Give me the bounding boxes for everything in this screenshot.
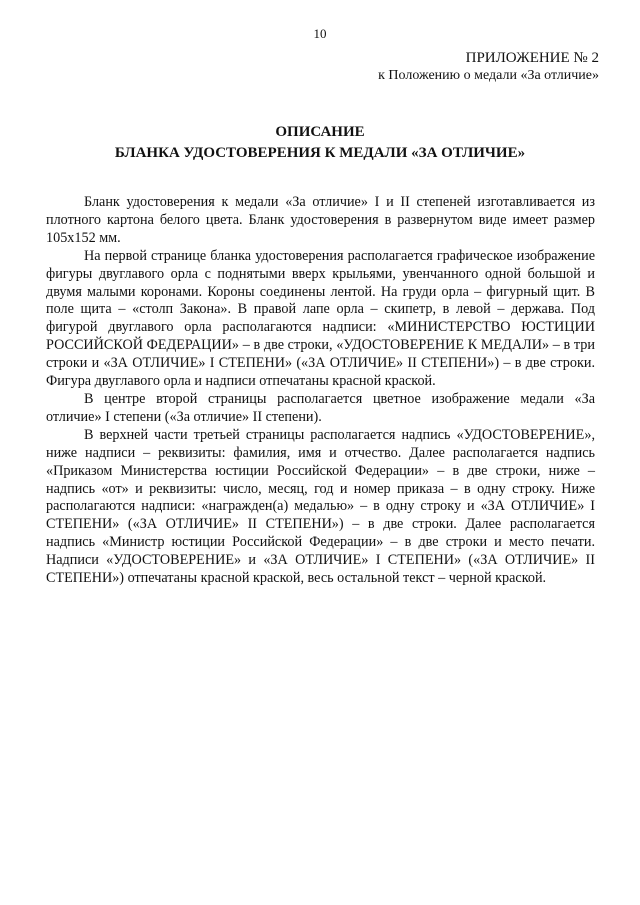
heading-line-1: ОПИСАНИЕ bbox=[275, 124, 365, 140]
appendix-title: ПРИЛОЖЕНИЕ № 2 bbox=[465, 50, 599, 66]
paragraph-1: Бланк удостоверения к медали «За отличие» I и II степеней изготавливается из плотного картона белого цвета. Бланк удостоверения в развернутом виде имеет размер 105х152 мм. bbox=[46, 194, 595, 246]
appendix-subtitle: к Положению о медали «За отличие» bbox=[378, 68, 599, 83]
paragraph-4: В верхней части третьей страницы располагается надпись «УДОСТОВЕРЕНИЕ», ниже надписи – реквизиты: фамилия, имя и отчество. Далее располагается надпись «Приказом Министерства юстиции Российской Федерации» – в две строки, ниже – надпись «от» и реквизиты: число, месяц, год и номер приказа – в одну строку. Ниже располагаются надписи: «награжден(а) медалью» – в одну строку и «ЗА ОТЛИЧИЕ» I СТЕПЕНИ» («ЗА ОТЛИЧИЕ» II СТЕПЕНИ») – в две строки. Далее располагается надпись «Министр юстиции Российской Федерации» – в две строки и место печати. Надписи «УДОСТОВЕРЕНИЕ» и «ЗА ОТЛИЧИЕ» I СТЕПЕНИ» («ЗА ОТЛИЧИЕ» II СТЕПЕНИ») отпечатаны красной краской, весь остальной текст – черной краской. bbox=[46, 426, 595, 587]
paragraph-2: На первой странице бланка удостоверения располагается графическое изображение фигуры двуглавого орла с поднятыми вверх крыльями, увенчанного одной большой и двумя малыми коронами. Короны соединены лентой. На груди орла – фигурный щит. В поле щита – «столп Закона». В правой лапе орла – скипетр, в левой – держава. Под фигурой двуглавого орла располагаются надписи: «МИНИСТЕРСТВО ЮСТИЦИИ РОССИЙСКОЙ ФЕДЕРАЦИИ» – в две строки, «УДОСТОВЕРЕНИЕ К МЕДАЛИ» – в три строки и «ЗА ОТЛИЧИЕ» I СТЕПЕНИ» («ЗА ОТЛИЧИЕ» II СТЕПЕНИ») – в две строки. Фигура двуглавого орла и надписи отпечатаны красной краской. bbox=[46, 247, 595, 390]
paragraph-3: В центре второй страницы располагается цветное изображение медали «За отличие» I степени («За отличие» II степени). bbox=[46, 390, 595, 425]
page-number: 10 bbox=[313, 26, 327, 41]
document-heading bbox=[0, 122, 640, 164]
heading-line-2: БЛАНКА УДОСТОВЕРЕНИЯ К МЕДАЛИ «ЗА ОТЛИЧИЕ» bbox=[114, 145, 526, 161]
document-body bbox=[46, 194, 595, 588]
appendix-header bbox=[378, 49, 599, 85]
